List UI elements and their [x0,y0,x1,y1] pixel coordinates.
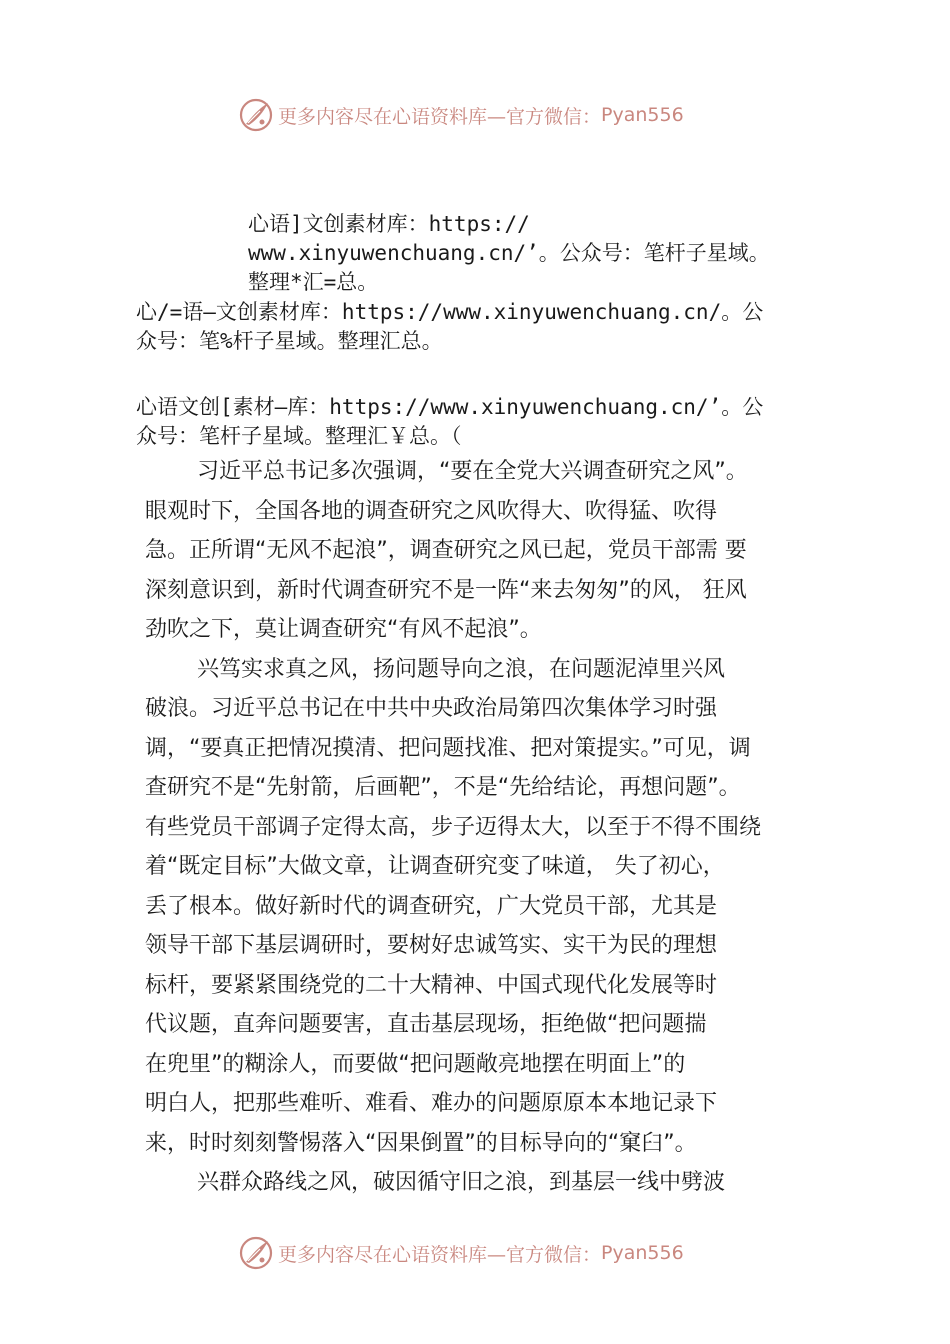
source-note-2 [136,298,763,356]
paragraph-line: 丢了根本。做好新时代的调查研究，广大党员干部，尤其是 [145,893,718,919]
paragraph-line: 兴笃实求真之风，扬问题导向之浪，在问题泥淖里兴风 [197,656,726,682]
paragraph-line: 急。正所谓“无风不起浪”，调查研究之风已起，党员干部需 要 [145,538,747,563]
paragraph-line: 在兜里”的糊涂人，而要做“把问题敞亮地摆在明面上”的 [145,1051,686,1077]
paragraph-line: 明白人，把那些难听、难看、难办的问题原原本本地记录下 [145,1091,718,1116]
paragraph-line: 兴群众路线之风，破因循守旧之浪，到基层一线中劈波 [197,1170,726,1195]
source-note-line: 心语]文创素材库：https:// [248,212,530,236]
banner-text: 更多内容尽在心语资料库—官方微信： [278,1243,602,1266]
banner-wechat-id: Pyan556 [601,104,684,126]
banner-wechat-id: Pyan556 [601,1242,684,1264]
source-note-line: 整理*汇=总。 [248,270,379,294]
source-note-line: 心语文创[素材—库：https://www.xinyuwenchuang.cn/’。公 [136,395,764,419]
header-banner [238,95,684,135]
source-note-line: 众号：笔杆子星域。整理汇￥总。（ [136,424,462,448]
paragraph-line: 深刻意识到，新时代调查研究不是一阵“来去匆匆”的风， 狂风 [145,577,747,603]
source-note-line: 众号：笔%杆子星域。整理汇总。 [136,329,443,353]
paragraph-line: 来，时时刻刻警惕落入“因果倒置”的目标导向的“窠臼”。 [145,1130,697,1156]
banner-text: 更多内容尽在心语资料库—官方微信： [278,105,602,128]
paragraph-line: 着“既定目标”大做文章，让调查研究变了味道， 失了初心， [145,854,725,879]
source-note-line: 心/=语—文创素材库：https://www.xinyuwenchuang.cn/。公 [136,300,764,324]
paragraph-line: 标杆，要紧紧围绕党的二十大精神、中国式现代化发展等时 [145,972,718,998]
footer-banner [238,1233,684,1273]
source-note-line: www.xinyuwenchuang.cn/’。公众号：笔杆子星域。 [248,241,770,265]
paragraph-line: 眼观时下，全国各地的调查研究之风吹得大、吹得猛、吹得 [145,498,718,524]
paragraph-line: 破浪。习近平总书记在中共中央政治局第四次集体学习时强 [145,696,718,721]
paragraph-line: 劲吹之下，莫让调查研究“有风不起浪”。 [145,617,542,642]
article-body [145,452,835,1203]
paragraph-line: 习近平总书记多次强调，“要在全党大兴调查研究之风”。 [197,459,748,484]
source-note-3 [136,393,763,451]
paragraph-line: 查研究不是“先射箭，后画靶”，不是“先给结论，再想问题”。 [145,775,741,800]
paragraph-line: 有些党员干部调子定得太高，步子迈得太大，以至于不得不围绕 [145,814,762,840]
quill-logo-icon [238,1235,274,1271]
paragraph-line: 调，“要真正把情况摸清、把问题找准、把对策提实。”可见，调 [145,735,751,761]
quill-logo-icon [238,97,274,133]
paragraph-line: 代议题，直奔问题要害，直击基层现场，拒绝做“把问题揣 [145,1012,707,1037]
source-note-1 [248,210,770,297]
paragraph-line: 领导干部下基层调研时，要树好忠诚笃实、实干为民的理想 [145,933,718,958]
